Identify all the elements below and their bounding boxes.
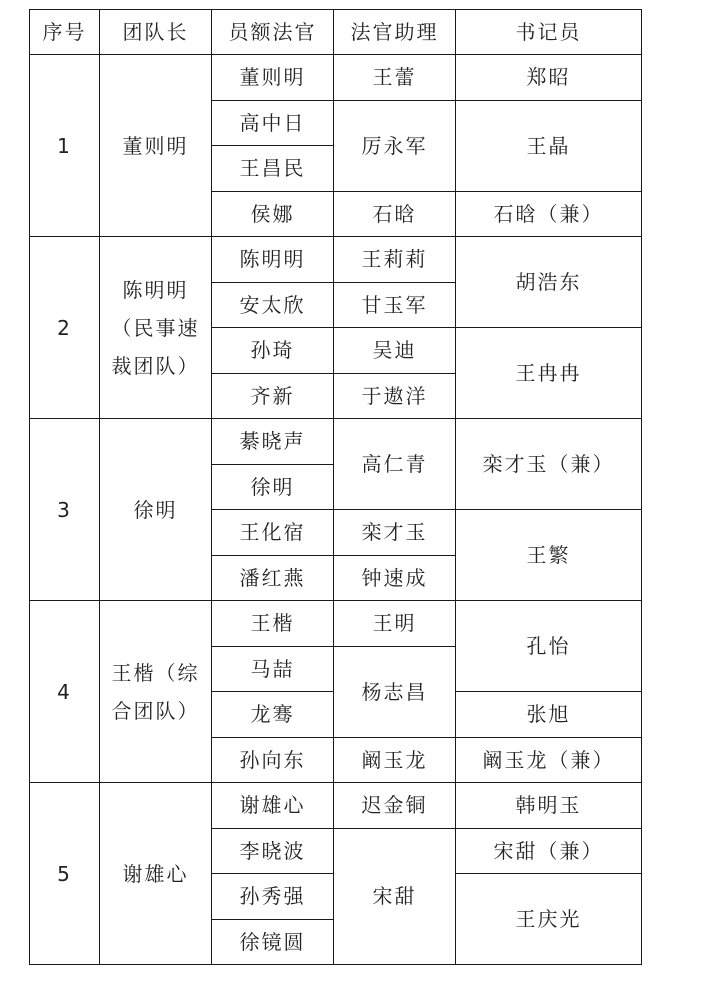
assistant-cell: 吴迪 [334, 328, 456, 374]
assistant-cell: 王蕾 [334, 55, 456, 101]
assistant-cell: 石晗 [334, 191, 456, 237]
assistant-cell: 宋甜 [334, 828, 456, 965]
judge-cell: 侯娜 [212, 191, 334, 237]
judge-cell: 綦晓声 [212, 419, 334, 465]
assistant-cell: 迟金铜 [334, 783, 456, 829]
judge-cell: 齐新 [212, 373, 334, 419]
seq-cell: 5 [30, 783, 100, 965]
seq-cell: 3 [30, 419, 100, 601]
assistant-cell: 王明 [334, 601, 456, 647]
clerk-cell: 栾才玉（兼） [456, 419, 642, 510]
clerk-cell: 王繁 [456, 510, 642, 601]
clerk-cell: 阚玉龙（兼） [456, 737, 642, 783]
table-row [30, 601, 642, 647]
table-row [30, 419, 642, 465]
clerk-cell: 王晶 [456, 100, 642, 191]
judge-cell: 高中日 [212, 100, 334, 146]
assistant-cell: 高仁青 [334, 419, 456, 510]
table-row [30, 55, 642, 101]
clerk-cell: 韩明玉 [456, 783, 642, 829]
judge-cell: 龙骞 [212, 692, 334, 738]
assistant-cell: 阚玉龙 [334, 737, 456, 783]
header-assistant: 法官助理 [334, 10, 456, 55]
judge-cell: 孙向东 [212, 737, 334, 783]
clerk-cell: 宋甜（兼） [456, 828, 642, 874]
clerk-cell: 王庆光 [456, 874, 642, 965]
table-row [30, 783, 642, 829]
judge-cell: 王昌民 [212, 146, 334, 192]
assistant-cell: 甘玉军 [334, 282, 456, 328]
team-lead-cell: 谢雄心 [100, 783, 212, 965]
seq-cell: 4 [30, 601, 100, 783]
clerk-cell: 王冉冉 [456, 328, 642, 419]
team-lead-cell: 徐明 [100, 419, 212, 601]
judge-cell: 马喆 [212, 646, 334, 692]
team-lead-cell: 董则明 [100, 55, 212, 237]
clerk-cell: 石晗（兼） [456, 191, 642, 237]
assistant-cell: 杨志昌 [334, 646, 456, 737]
judge-cell: 王化宿 [212, 510, 334, 556]
judge-cell: 徐明 [212, 464, 334, 510]
judge-cell: 孙秀强 [212, 874, 334, 920]
clerk-cell: 孔怡 [456, 601, 642, 692]
clerk-cell: 胡浩东 [456, 237, 642, 328]
seq-cell: 1 [30, 55, 100, 237]
team-roster-table [29, 9, 642, 965]
judge-cell: 孙琦 [212, 328, 334, 374]
table-row [30, 237, 642, 283]
judge-cell: 徐镜圆 [212, 919, 334, 965]
judge-cell: 李晓波 [212, 828, 334, 874]
header-clerk: 书记员 [456, 10, 642, 55]
judge-cell: 谢雄心 [212, 783, 334, 829]
assistant-cell: 钟速成 [334, 555, 456, 601]
assistant-cell: 于遨洋 [334, 373, 456, 419]
judge-cell: 王楷 [212, 601, 334, 647]
assistant-cell: 王莉莉 [334, 237, 456, 283]
team-lead-cell [100, 237, 212, 419]
header-row [30, 10, 642, 55]
header-judge: 员额法官 [212, 10, 334, 55]
team-lead-cell [100, 601, 212, 783]
team-lead-text: 王楷（综合团队） [111, 660, 200, 723]
header-team-lead: 团队长 [100, 10, 212, 55]
clerk-cell: 郑昭 [456, 55, 642, 101]
judge-cell: 陈明明 [212, 237, 334, 283]
assistant-cell: 栾才玉 [334, 510, 456, 556]
assistant-cell: 厉永军 [334, 100, 456, 191]
team-lead-text: 陈明明（民事速裁团队） [111, 277, 200, 378]
judge-cell: 潘红燕 [212, 555, 334, 601]
seq-cell: 2 [30, 237, 100, 419]
judge-cell: 安太欣 [212, 282, 334, 328]
judge-cell: 董则明 [212, 55, 334, 101]
clerk-cell: 张旭 [456, 692, 642, 738]
header-seq: 序号 [30, 10, 100, 55]
